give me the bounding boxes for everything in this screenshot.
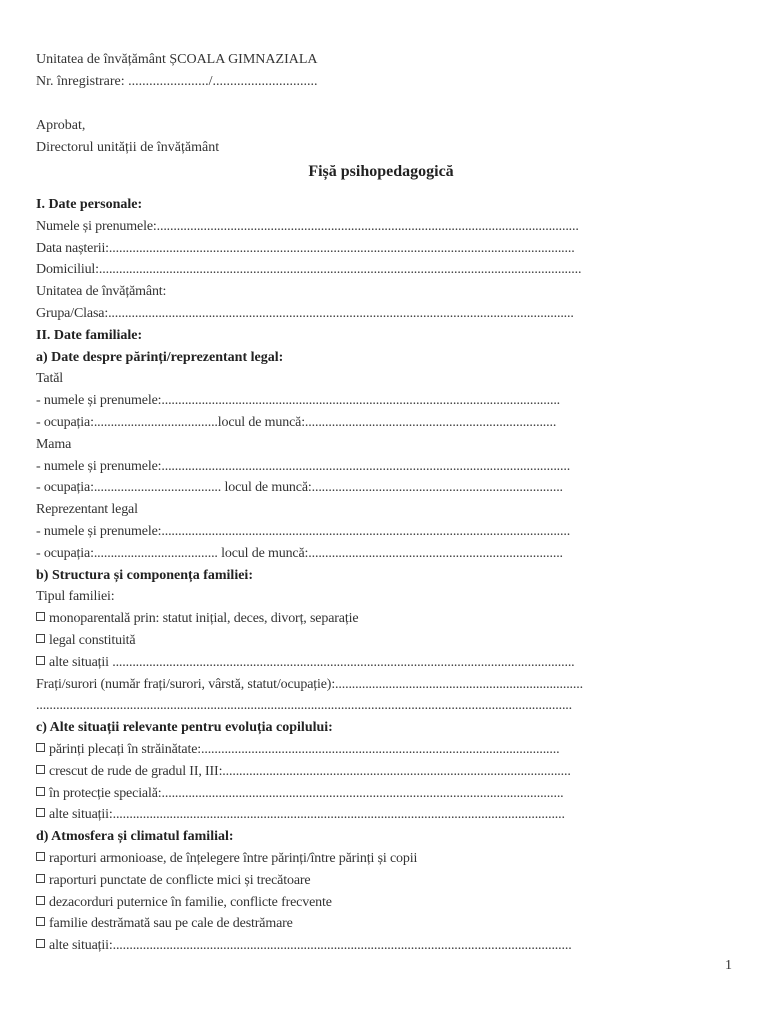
- approved-label: Aprobat,: [36, 118, 86, 133]
- line-text: raporturi armonioase, de înțelegere între părinți/între părinți și copii: [49, 850, 418, 866]
- line-text: Mama: [36, 436, 72, 452]
- checkbox-option[interactable]: [36, 913, 726, 935]
- checkbox-icon[interactable]: [36, 896, 45, 905]
- form-line: [36, 303, 726, 325]
- form-line: [36, 390, 726, 412]
- line-text: - numele și prenumele:.......................................................................................................................: [36, 393, 561, 409]
- line-text: - ocupația:..................................... locul de muncă:............................................................................: [36, 545, 563, 561]
- line-text: Tipul familiei:: [36, 589, 115, 605]
- line-text: - numele și prenumele:..........................................................................................................................: [36, 458, 571, 474]
- form-line: [36, 216, 726, 238]
- line-text: alte situații:.........................................................................................................................................: [49, 938, 572, 954]
- line-text: Numele și prenumele:..............................................................................................................................: [36, 218, 579, 234]
- line-text: Reprezentant legal: [36, 502, 138, 518]
- form-line: [36, 456, 726, 478]
- section-heading: [36, 194, 726, 216]
- section-heading: [36, 325, 726, 347]
- line-text: II. Date familiale:: [36, 327, 143, 343]
- line-text: crescut de rude de gradul II, III:........................................................................................................: [49, 763, 571, 779]
- school-name: Unitatea de învățământ ȘCOALA GIMNAZIALA: [36, 52, 318, 67]
- line-text: monoparentală prin: statut inițial, deces, divorț, separație: [49, 611, 359, 627]
- line-text: Domiciliul:................................................................................................................................................: [36, 262, 582, 278]
- line-text: d) Atmosfera și climatul familial:: [36, 829, 234, 845]
- form-line: [36, 695, 726, 717]
- checkbox-icon[interactable]: [36, 612, 45, 621]
- form-line: [36, 238, 726, 260]
- page-number: 1: [725, 958, 732, 973]
- line-text: Frați/surori (număr frați/surori, vârstă, statut/ocupație):..........................................................................: [36, 676, 583, 692]
- line-text: Grupa/Clasa:...........................................................................................................................................: [36, 305, 574, 321]
- form-line: [36, 412, 726, 434]
- line-text: în protecție specială:........................................................................................................................: [49, 785, 564, 801]
- line-text: ................................................................................................................................................................: [36, 698, 573, 714]
- checkbox-option[interactable]: [36, 848, 726, 870]
- checkbox-icon[interactable]: [36, 939, 45, 948]
- section-heading: [36, 826, 726, 848]
- section-heading: [36, 347, 726, 369]
- checkbox-option[interactable]: [36, 935, 726, 957]
- checkbox-icon[interactable]: [36, 787, 45, 796]
- line-text: - numele și prenumele:..........................................................................................................................: [36, 523, 571, 539]
- document-page: [36, 49, 726, 957]
- checkbox-option[interactable]: [36, 608, 726, 630]
- line-text: familie destrămată sau pe cale de destrămare: [49, 916, 293, 932]
- checkbox-icon[interactable]: [36, 765, 45, 774]
- line-text: - ocupația:.....................................locul de muncă:...........................................................................: [36, 414, 557, 430]
- form-line: [36, 434, 726, 456]
- line-text: - ocupația:...................................... locul de muncă:...........................................................................: [36, 480, 563, 496]
- section-heading: [36, 717, 726, 739]
- line-text: alte situații ..........................................................................................................................................: [49, 654, 575, 670]
- section-heading: [36, 565, 726, 587]
- registration-number: Nr. înregistrare: ......................./..............................: [36, 74, 318, 89]
- checkbox-option[interactable]: [36, 652, 726, 674]
- line-text: Unitatea de învățământ:: [36, 284, 167, 300]
- checkbox-icon[interactable]: [36, 656, 45, 665]
- line-text: raporturi punctate de conflicte mici și trecătoare: [49, 872, 311, 888]
- form-line: [36, 674, 726, 696]
- form-line: [36, 477, 726, 499]
- checkbox-icon[interactable]: [36, 743, 45, 752]
- spacer: [36, 93, 726, 115]
- form-line: [36, 499, 726, 521]
- checkbox-option[interactable]: [36, 870, 726, 892]
- form-line: [36, 543, 726, 565]
- form-body: [36, 194, 726, 957]
- line-text: I. Date personale:: [36, 197, 143, 212]
- checkbox-icon[interactable]: [36, 634, 45, 643]
- checkbox-option[interactable]: [36, 739, 726, 761]
- form-line: [36, 521, 726, 543]
- checkbox-option[interactable]: [36, 892, 726, 914]
- form-line: [36, 281, 726, 303]
- checkbox-icon[interactable]: [36, 808, 45, 817]
- form-line: [36, 259, 726, 281]
- line-text: dezacorduri puternice în familie, conflicte frecvente: [49, 894, 332, 910]
- line-text: legal constituită: [49, 632, 136, 648]
- line-text: alte situații:.......................................................................................................................................: [49, 807, 565, 823]
- form-line: [36, 586, 726, 608]
- document-title: Fișă psihopedagogică: [308, 163, 454, 180]
- line-text: părinți plecați în străinătate:...........................................................................................................: [49, 741, 560, 757]
- checkbox-icon[interactable]: [36, 874, 45, 883]
- checkbox-option[interactable]: [36, 761, 726, 783]
- checkbox-option[interactable]: [36, 630, 726, 652]
- checkbox-option[interactable]: [36, 804, 726, 826]
- form-line: [36, 368, 726, 390]
- checkbox-icon[interactable]: [36, 852, 45, 861]
- director-label: Directorul unității de învățământ: [36, 140, 220, 155]
- line-text: Tatăl: [36, 371, 64, 387]
- line-text: a) Date despre părinți/reprezentant legal:: [36, 349, 284, 365]
- line-text: Data nașterii:...........................................................................................................................................: [36, 240, 575, 256]
- checkbox-option[interactable]: [36, 783, 726, 805]
- line-text: b) Structura și componența familiei:: [36, 567, 253, 583]
- line-text: c) Alte situații relevante pentru evoluția copilului:: [36, 720, 333, 736]
- checkbox-icon[interactable]: [36, 917, 45, 926]
